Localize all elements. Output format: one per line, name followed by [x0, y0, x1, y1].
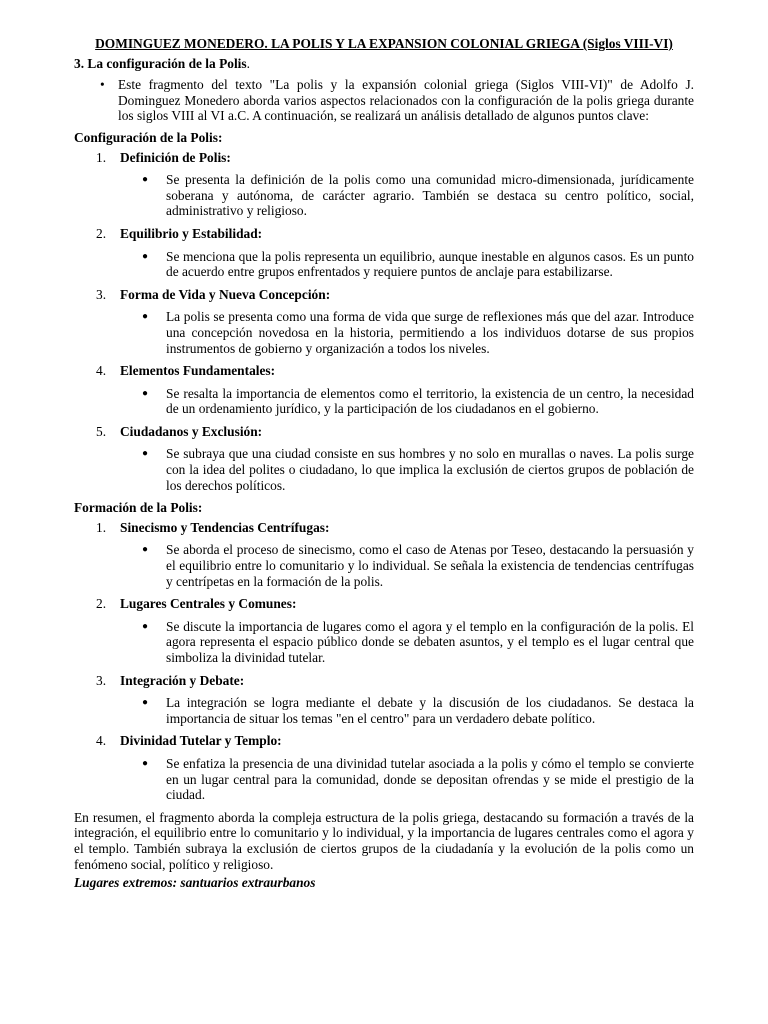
- list-item-bullet: [74, 756, 694, 803]
- list-item-heading: [74, 520, 694, 536]
- bullet-icon: ●: [142, 620, 149, 632]
- list-item-number: 3.: [96, 672, 107, 688]
- list-item-title: Equilibrio y Estabilidad:: [120, 225, 263, 241]
- sections-container: [74, 130, 694, 803]
- list-item-bullet: [74, 446, 694, 493]
- list-item-title: Integración y Debate:: [120, 672, 245, 688]
- list-item-number: 1.: [96, 149, 107, 165]
- section-heading: Formación de la Polis:: [74, 500, 203, 516]
- list-item-heading: [74, 596, 694, 612]
- list-item-text: Se aborda el proceso de sinecismo, como el caso de Atenas por Teseo, destacando la persuasión y el equilibrio entre lo comunitario y lo individual. Se señala la existencia de tendencias centrífugas y centrípetas en la formación de la polis.: [166, 542, 694, 589]
- list-item-number: 5.: [96, 423, 107, 439]
- list-item-title: Ciudadanos y Exclusión:: [120, 423, 263, 439]
- list-item-heading: [74, 363, 694, 379]
- list-item: [74, 673, 694, 727]
- list-item-text: Se subraya que una ciudad consiste en sus hombres y no solo en murallas o naves. La polis surge con la idea del polites o ciudadano, lo que implica la exclusión de ciertos grupos de población de los derechos políticos.: [166, 446, 694, 493]
- list-item-title: Lugares Centrales y Comunes:: [120, 596, 297, 612]
- list-item-bullet: [74, 695, 694, 726]
- list-item-bullet: [74, 386, 694, 417]
- bullet-icon: ●: [142, 250, 149, 262]
- bullet-icon: •: [100, 77, 105, 93]
- list-item-text: Se menciona que la polis representa un equilibrio, aunque inestable en algunos casos. Es un punto de acuerdo entre grupos enfrentados y requiere puntos de anclaje para estabilizarse.: [166, 248, 694, 280]
- list-item: [74, 363, 694, 417]
- list-item-number: 3.: [96, 286, 107, 302]
- bullet-icon: ●: [142, 174, 149, 186]
- list-item-text: Se resalta la importancia de elementos como el territorio, la existencia de un centro, la necesidad de un ordenamiento jurídico, y la participación de los ciudadanos en el gobierno.: [166, 385, 694, 417]
- list-item-heading: [74, 424, 694, 440]
- list-item-heading: [74, 287, 694, 303]
- list-item-bullet: [74, 249, 694, 280]
- list-item: [74, 287, 694, 356]
- list-item-text: Se discute la importancia de lugares como el agora y el templo en la configuración de la polis. El agora representa el espacio público donde se debaten asuntos, y el templo es el lugar central que simboliza la divinidad tutelar.: [166, 618, 694, 665]
- list-item-heading: [74, 673, 694, 689]
- section-heading: Configuración de la Polis:: [74, 129, 223, 145]
- list-item-title: Elementos Fundamentales:: [120, 363, 276, 379]
- bullet-icon: ●: [142, 448, 149, 460]
- list-item-number: 2.: [96, 596, 107, 612]
- bullet-icon: ●: [142, 544, 149, 556]
- list-item-heading: [74, 226, 694, 242]
- list-item-number: 4.: [96, 733, 107, 749]
- list-item: [74, 596, 694, 665]
- list-item-bullet: [74, 172, 694, 219]
- list-item: [74, 424, 694, 493]
- intro-text: Este fragmento del texto "La polis y la expansión colonial griega (Siglos VIII-VI)" de Adolfo J. Dominguez Monedero aborda varios aspectos relacionados con la configuración de la polis griega durante los siglos VIII al VI a.C. A continuación, se realizará un análisis detallado de algunos puntos clave:: [118, 77, 694, 124]
- subsection-heading: [74, 56, 694, 72]
- intro-paragraph: [74, 77, 694, 124]
- subsection-heading-tail: .: [246, 55, 250, 71]
- closing-heading: Lugares extremos: santuarios extraurbanos: [74, 875, 316, 891]
- list-item-number: 2.: [96, 225, 107, 241]
- bullet-icon: ●: [142, 311, 149, 323]
- list-item: [74, 150, 694, 219]
- list-item-bullet: [74, 309, 694, 356]
- list-item-title: Definición de Polis:: [120, 149, 231, 165]
- list-item-number: 4.: [96, 363, 107, 379]
- document-title: DOMINGUEZ MONEDERO. LA POLIS Y LA EXPANSION COLONIAL GRIEGA (Siglos VIII-VI): [95, 36, 673, 51]
- list-item: [74, 226, 694, 280]
- list-item-title: Forma de Vida y Nueva Concepción:: [120, 286, 331, 302]
- list-item-text: La polis se presenta como una forma de vida que surge de reflexiones más que del azar. Introduce una concepción novedosa en la historia, permitiendo a los individuos dotarse de sus propios instrumentos de gobierno y organización a todos los niveles.: [166, 309, 694, 356]
- list-item-heading: [74, 733, 694, 749]
- list-item-bullet: [74, 619, 694, 666]
- list-item-bullet: [74, 542, 694, 589]
- list-item-number: 1.: [96, 519, 107, 535]
- list-item-text: La integración se logra mediante el debate y la discusión de los ciudadanos. Se destaca la importancia de situar los temas "en el centro" para un verdadero debate político.: [166, 695, 694, 726]
- list-item-text: Se enfatiza la presencia de una divinidad tutelar asociada a la polis y cómo el templo se convierte en un lugar central para la comunidad, donde se depositan ofrendas y se mide el prestigio de la ciudad.: [166, 755, 694, 803]
- list-item-title: Divinidad Tutelar y Templo:: [120, 733, 282, 749]
- list-item-text: Se presenta la definición de la polis como una comunidad micro-dimensionada, jurídicamente soberana y autónoma, de carácter agrario. También se destaca su centro político, social, administrativo y religioso.: [166, 172, 694, 219]
- list-item: [74, 733, 694, 802]
- subsection-heading-text: 3. La configuración de la Polis: [74, 55, 247, 71]
- list-item-title: Sinecismo y Tendencias Centrífugas:: [120, 519, 330, 535]
- list-item: [74, 520, 694, 589]
- bullet-icon: ●: [142, 697, 149, 709]
- bullet-icon: ●: [142, 757, 149, 769]
- list-item-heading: [74, 150, 694, 166]
- summary-paragraph: En resumen, el fragmento aborda la compleja estructura de la polis griega, destacando su formación a través de la integración, el equilibrio entre lo comunitario y lo individual, y la importancia de lugares centrales como el agora y el templo. También subraya la exclusión de ciertos grupos de la ciudadanía y la evolución de la polis como un fenómeno social, político y religioso.: [74, 809, 694, 872]
- bullet-icon: ●: [142, 387, 149, 399]
